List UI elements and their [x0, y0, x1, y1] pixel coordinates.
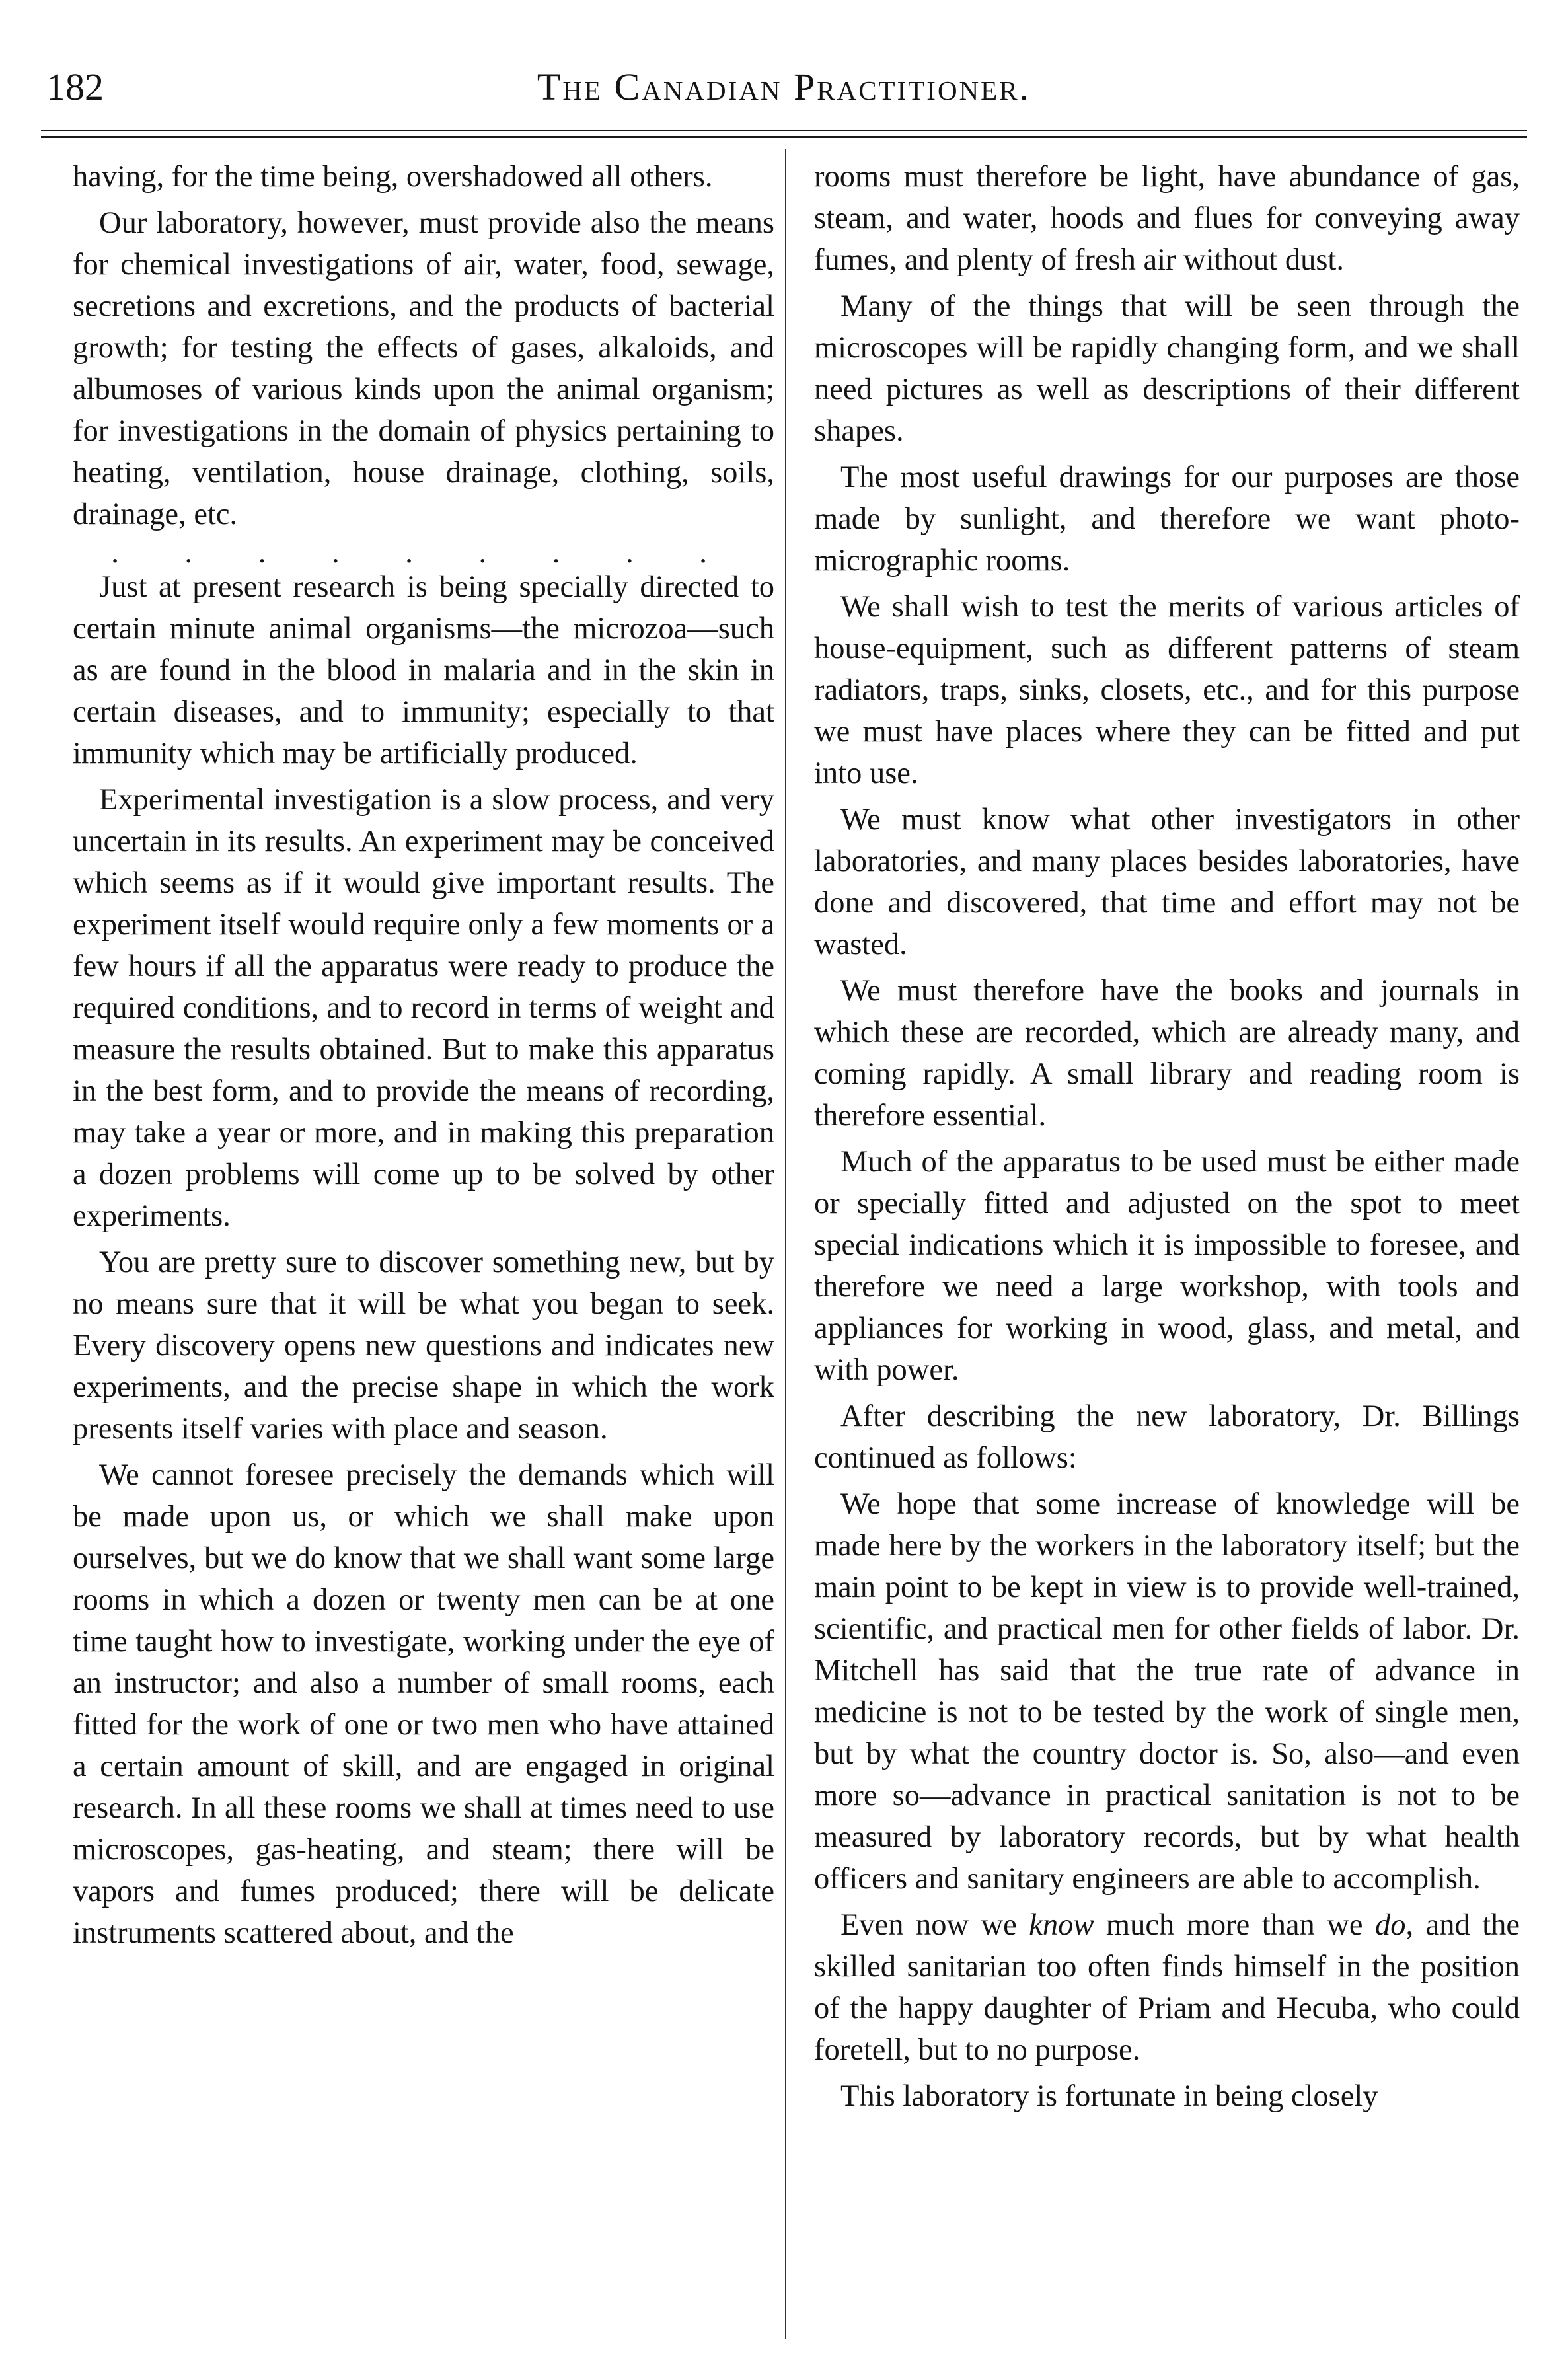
header-rule — [41, 130, 1527, 131]
text-run: much more than we — [1094, 1908, 1375, 1942]
paragraph — [814, 1904, 1520, 2071]
text-run: , and the skilled sanitarian too often finds himself in the position of the happy daughter of Priam and Hecuba, who could foretell, but to no purpose. — [814, 1908, 1520, 2067]
running-title: The Canadian Practitioner. — [537, 65, 1031, 108]
page-header — [46, 61, 1522, 114]
paragraph: We cannot foresee precisely the demands which will be made upon us, or which we shall make upon ourselves, but we do know that we shall want some large rooms in which a dozen or twenty men can be at one time taught how to investigate, working under the eye of an instructor; and also a number of small rooms, each fitted for the work of one or two men who have attained a certain amount of skill, and are engaged in original research. In all these rooms we shall at times need to use microscopes, gas-heating, and steam; there will be vapors and fumes produced; there will be delicate instruments scattered about, and the — [73, 1458, 774, 1950]
left-column — [73, 156, 774, 1958]
paragraph: We must know what other investigators in other laboratories, and many places besides laboratories, have done and discovered, that time and effort may not be wasted. — [814, 803, 1520, 961]
paragraph: Just at present research is being specially directed to certain minute animal organisms—the microzoa—such as are found in the blood in malaria and in the skin in certain diseases, and to immunity; especially to that immunity which may be artificially produced. — [73, 570, 774, 770]
paragraph: We must therefore have the books and journals in which these are recorded, which are already many, and coming rapidly. A small library and reading room is therefore essential. — [814, 974, 1520, 1133]
paragraph: rooms must therefore be light, have abundance of gas, steam, and water, hoods and flues for conveying away fumes, and plenty of fresh air without dust. — [814, 160, 1520, 277]
paragraph: After describing the new laboratory, Dr. Billings continued as follows: — [814, 1399, 1520, 1475]
right-column — [814, 156, 1520, 2122]
paragraph: You are pretty sure to discover something new, but by no means sure that it will be what you began to seek. Every discovery opens new questions and indicates new experiments, and the precise shape in which the work presents itself varies with place and season. — [73, 1245, 774, 1446]
text-run: Even now we — [840, 1908, 1029, 1942]
paragraph: Many of the things that will be seen through the microscopes will be rapidly changing form, and we shall need pictures as well as descriptions of their different shapes. — [814, 289, 1520, 448]
header-rule — [41, 136, 1527, 138]
italic-know: know — [1029, 1908, 1094, 1942]
paragraph: Experimental investigation is a slow process, and very uncertain in its results. An experiment may be conceived which seems as if it would give important results. The experiment itself would require only a few moments or a few hours if all the apparatus were ready to produce the required conditions, and to record in terms of weight and measure the results obtained. But to make this apparatus in the best form, and to provide the means of recording, may take a year or more, and in making this preparation a dozen problems will come up to be solved by other experiments. — [73, 783, 774, 1233]
paragraph: This laboratory is fortunate in being closely — [840, 2079, 1378, 2113]
ellipsis-dots: . . . . . . . . . — [111, 536, 736, 570]
column-divider — [785, 149, 786, 2339]
paragraph: Much of the apparatus to be used must be either made or specially fitted and adjusted on the spot to meet special indications which it is impossible to foresee, and therefore we need a large workshop, with tools and appliances for working in wood, glass, and metal, and with power. — [814, 1145, 1520, 1387]
page-number: 182 — [46, 65, 104, 108]
paragraph: We hope that some increase of knowledge will be made here by the workers in the laboratory itself; but the main point to be kept in view is to provide well-trained, scientific, and practical men for other fields of labor. Dr. Mitchell has said that the true rate of advance in medicine is not to be tested by the work of single men, but by what the country doctor is. So, also—and even more so—advance in practical sanitation is not to be measured by laboratory records, but by what health officers and sanitary engineers are able to accomplish. — [814, 1487, 1520, 1896]
paragraph: We shall wish to test the merits of various articles of house-equipment, such as different patterns of steam radiators, traps, sinks, closets, etc., and for this purpose we must have places where they can be fitted and put into use. — [814, 590, 1520, 790]
paragraph: The most useful drawings for our purposes are those made by sunlight, and therefore we want photo-micrographic rooms. — [814, 461, 1520, 577]
italic-do: do — [1374, 1908, 1406, 1942]
paragraph: having, for the time being, overshadowed all others. — [73, 160, 713, 194]
paragraph: Our laboratory, however, must provide also the means for chemical investigations of air, water, food, sewage, secretions and excretions, and the products of bacterial growth; for testing the effects of gases, alkaloids, and albumoses of various kinds upon the animal organism; for investigations in the domain of physics pertaining to heating, ventilation, house drainage, clothing, soils, drainage, etc. — [73, 206, 774, 531]
